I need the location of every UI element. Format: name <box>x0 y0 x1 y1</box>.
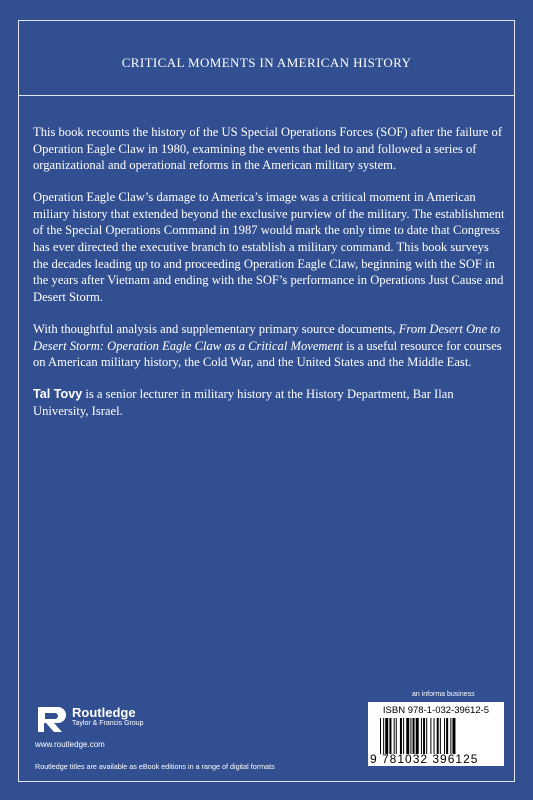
ebook-note: Routledge titles are available as eBook editions in a range of digital formats <box>35 762 275 771</box>
author-bio-text: is a senior lecturer in military history at the History Department, Bar Ilan University, Israel. <box>33 387 454 418</box>
blurb-p3-tail: is a useful resource for courses on American military history, the Cold War, and the United States and the Middle East. <box>33 338 502 370</box>
book-title: From Desert One to Desert Storm: Operation Eagle Claw as a Critical Movement <box>33 321 501 353</box>
blurb-p3-lead: With thoughtful analysis and supplementary primary source documents, <box>33 321 399 336</box>
barcode-bars <box>380 718 500 754</box>
barcode-digits: 9 781032 396125 <box>370 752 479 766</box>
isbn-text: ISBN 978-1-032-39612-5 <box>382 705 490 716</box>
blurb <box>33 124 505 435</box>
barcode <box>368 702 504 766</box>
series-divider <box>18 95 515 96</box>
blurb-paragraph-1: This book recounts the history of the US Special Operations Forces (SOF) after the failure of Operation Eagle Claw in 1980, examining the events that led to and followed a series of organizational and operational reforms in the American military system. <box>33 125 503 173</box>
publisher-name: Routledge <box>72 705 136 720</box>
blurb-paragraph-3 <box>33 321 505 371</box>
blurb-paragraph-2: Operation Eagle Claw’s damage to America’s image was a critical moment in American miliary history that extended beyond the exclusive purview of the military. The establishment of the Special Operations Command in 1987 would mark the only time to date that Congress has ever directed the executive branch to establish a military command. This book surveys the decades leading up to and proceeding Operation Eagle Claw, beginning with the SOF in the years after Vietnam and ending with the SOF’s performance in Operations Just Cause and Desert Storm. <box>33 190 505 304</box>
routledge-logo-icon <box>35 703 69 733</box>
series-title: CRITICAL MOMENTS IN AMERICAN HISTORY <box>121 55 412 70</box>
informa-tagline: an informa business <box>412 691 475 698</box>
publisher-group: Taylor & Francis Group <box>72 720 144 727</box>
author-bio <box>33 386 505 419</box>
publisher-url: www.routledge.com <box>35 740 105 749</box>
author-name: Tal Tovy <box>33 387 83 402</box>
